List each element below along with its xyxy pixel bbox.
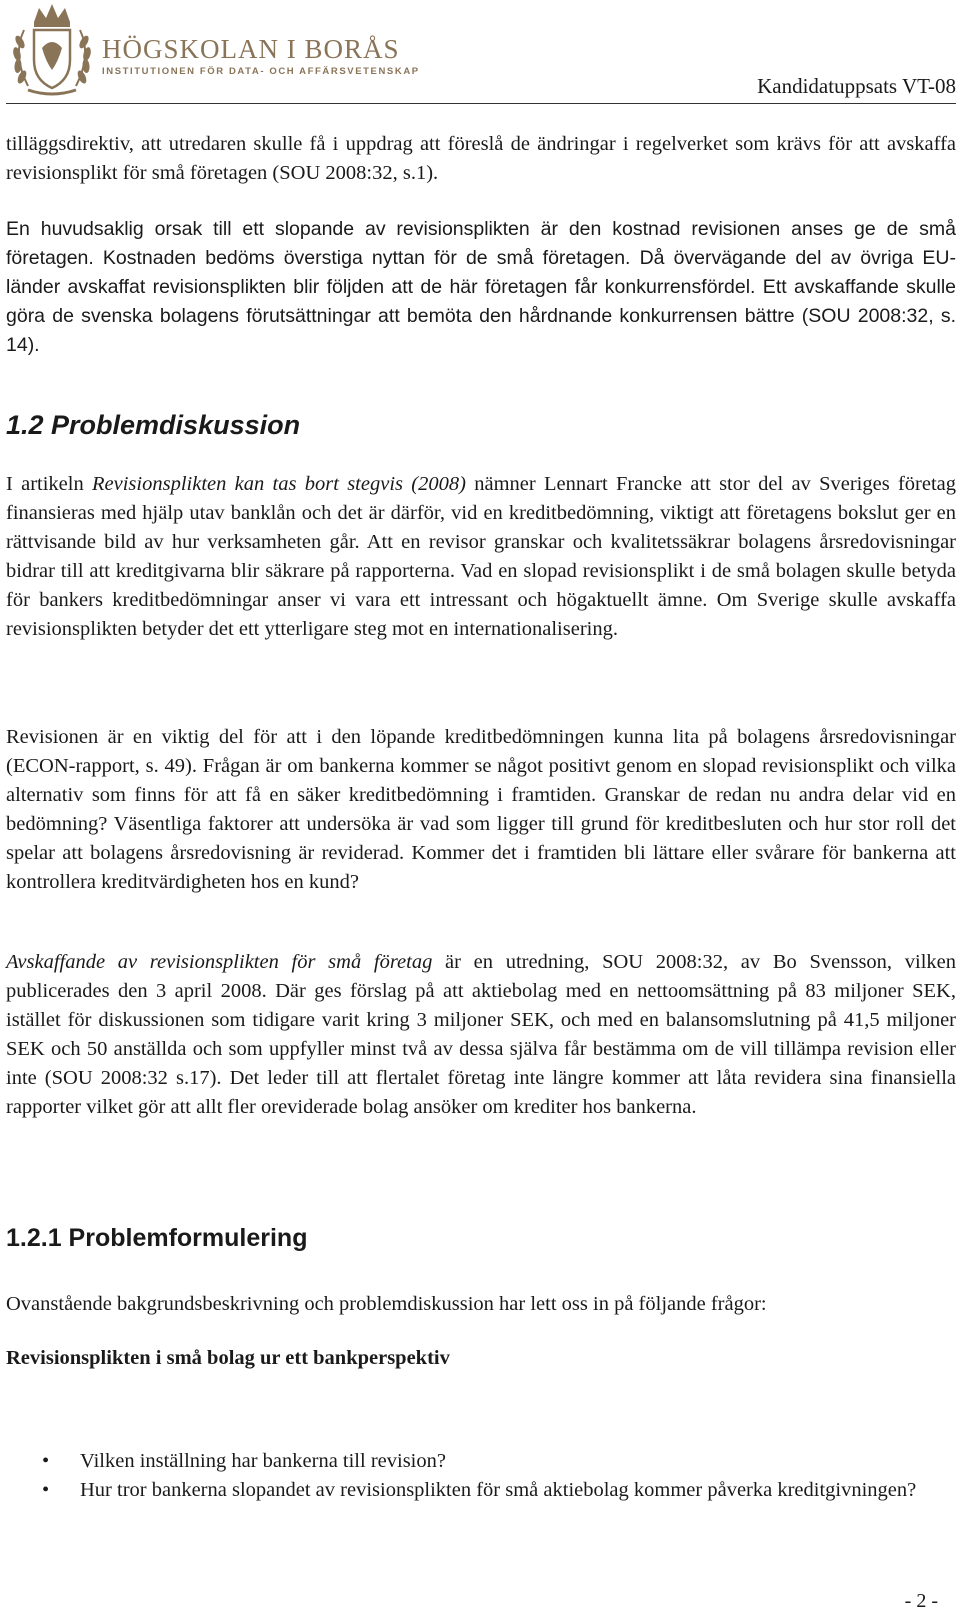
department-name: INSTITUTIONEN FÖR DATA- OCH AFFÄRSVETENSKAP bbox=[102, 66, 420, 77]
question-list bbox=[6, 1447, 956, 1505]
subsection-heading: 1.2.1 Problemformulering bbox=[6, 1224, 308, 1252]
question-title: Revisionsplikten i små bolag ur ett bankperspektiv bbox=[6, 1347, 450, 1369]
paragraph-3-lead: I artikeln bbox=[6, 473, 93, 495]
list-item-text: Vilken inställning har bankerna till revision? bbox=[80, 1450, 446, 1472]
institution-brand bbox=[102, 34, 420, 77]
paragraph-3-body: nämner Lennart Francke att stor del av Sveriges företag finansieras med hjälp utav banklån och det är därför, vid en kreditbedömning, viktigt att företagens bokslut ger en rättvisande bild av hur verksamheten går. Att en revisor granskar och kvalitetssäkrar bolagens årsredovisningar bidrar till att kreditgivarna blir säkrare på rapporterna. Vad en slopad revisionsplikt i de små bolagen skulle betyda för bankers kreditbedömningar anser vi vara ett intressant och högaktuellt ämne. Om Sverige skulle avskaffa revisionsplikten betyder det ett ytterligare steg mot en internationalisering. bbox=[6, 473, 957, 640]
report-title: Avskaffande av revisionsplikten för små företag bbox=[6, 951, 433, 973]
page-header bbox=[6, 0, 956, 105]
paragraph-1: tilläggsdirektiv, att utredaren skulle få i uppdrag att föreslå de ändringar i regelverket som krävs för att avskaffa revisionsplikt för små företagen (SOU 2008:32, s.1). bbox=[6, 133, 956, 184]
paragraph-4: Revisionen är en viktig del för att i den löpande kreditbedömningen kunna lita på bolagens årsredovisningar (ECON-rapport, s. 49). Frågan är om bankerna kommer se något positivt genom en slopad revisionsplikt och vilka alternativ som finns för att få en säker kreditbedömning i framtiden. Granskar de redan nu andra delar vid en bedömning? Väsentliga faktorer att undersöka är vad som ligger till grund för kreditbesluten och hur stor roll det spelar att bolagens årsredovisning är reviderad. Kommer det i framtiden bli lättare eller svårare för bankerna att kontrollera kreditvärdigheten hos en kund? bbox=[6, 726, 956, 893]
paragraph-3 bbox=[6, 470, 956, 644]
list-item bbox=[6, 1476, 956, 1505]
header-divider bbox=[6, 103, 956, 104]
paragraph-5 bbox=[6, 948, 956, 1122]
paragraph-2: En huvudsaklig orsak till ett slopande av revisionsplikten är den kostnad revisionen anses ge de små företagen. Kostnaden bedöms överstiga nyttan för de små företagen. Då övervägande del av övriga EU-länder avskaffat revisionsplikten blir följden att de här företagen får konkurrensfördel. Ett avskaffande skulle göra de svenska bolagens förutsättningar att bemöta den hårdnande konkurrensen bättre (SOU 2008:32, s. 14). bbox=[6, 218, 956, 356]
list-item-text: Hur tror bankerna slopandet av revisionsplikten för små aktiebolag kommer påverka kreditgivningen? bbox=[80, 1479, 917, 1501]
paragraph-6: Ovanstående bakgrundsbeskrivning och problemdiskussion har lett oss in på följande frågor: bbox=[6, 1293, 767, 1315]
section-heading: 1.2 Problemdiskussion bbox=[6, 410, 301, 440]
bullet-icon: • bbox=[42, 1450, 50, 1472]
institution-name: HÖGSKOLAN I BORÅS bbox=[102, 34, 400, 64]
article-title: Revisionsplikten kan tas bort stegvis (2008) bbox=[92, 473, 466, 495]
page-number: - 2 - bbox=[904, 1590, 938, 1612]
document-title: Kandidatuppsats VT-08 bbox=[757, 74, 956, 98]
crest-icon bbox=[6, 0, 98, 100]
paragraph-5-body: är en utredning, SOU 2008:32, av Bo Svensson, vilken publicerades den 3 april 2008. Där ges förslag på att aktiebolag med en nettoomsättning på 83 miljoner SEK, istället för diskussionen som tidigare varit kring 3 miljoner SEK, och med en balansomslutning på 41,5 miljoner SEK och 50 anställda och som uppfyller minst två av dessa själva får bestämma om de vill tillämpa revision eller inte (SOU 2008:32 s.17). Det leder till att flertalet företag inte längre kommer att låta revidera sina finansiella rapporter vilket gör att allt fler oreviderade bolag ansöker om krediter hos bankerna. bbox=[6, 951, 956, 1118]
bullet-icon: • bbox=[42, 1479, 50, 1501]
list-item bbox=[6, 1447, 956, 1476]
